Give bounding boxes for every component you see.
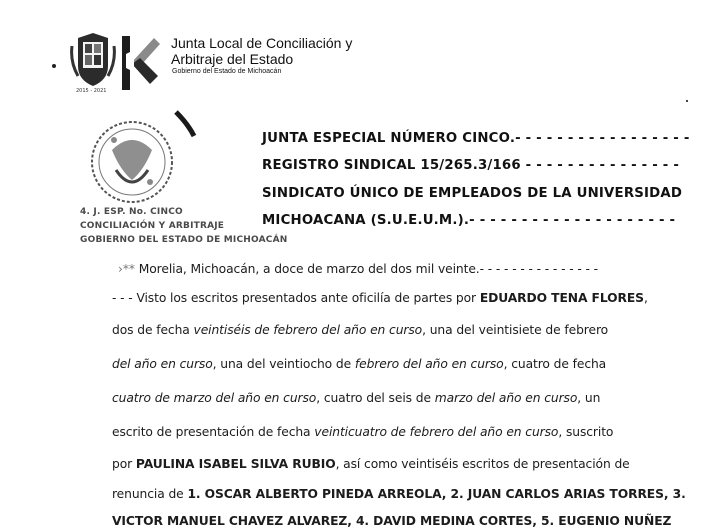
coat-of-arms-icon (70, 32, 116, 92)
seal-line3: GOBIERNO DEL ESTADO DE MICHOACÁN (80, 235, 288, 245)
header-junta: JUNTA ESPECIAL NÚMERO CINCO.- - - - - - - - - - - - - - - - - (262, 131, 690, 146)
junta-logo-icon (120, 32, 162, 94)
org-subtitle: Gobierno del Estado de Michoacán (172, 68, 282, 75)
org-name-line1: Junta Local de Conciliación y (171, 35, 353, 51)
term-years: 2015 - 2021 (76, 88, 107, 94)
body-line-3: dos de fecha veintiséis de febrero del año en curso, una del veintisiete de febrero (112, 323, 609, 337)
body-line-2: - - - Visto los escritos presentados ante oficilía de partes por EDUARDO TENA FLORES, (112, 291, 648, 305)
org-name-line2: Arbitraje del Estado (171, 51, 294, 67)
name-paulina: PAULINA ISABEL SILVA RUBIO (135, 457, 336, 471)
tick-mark (686, 100, 688, 102)
body-line-4: del año en curso, una del veintiocho de febrero del año en curso, cuatro de fecha (112, 357, 607, 371)
bullet-mark (52, 64, 56, 68)
body-line-7: por PAULINA ISABEL SILVA RUBIO, así como veintiséis escritos de presentación de (112, 457, 630, 471)
seal-line1: 4. J. ESP. No. CINCO (80, 207, 183, 217)
header-registro: REGISTRO SINDICAL 15/265.3/166 - - - - - - - - - - - - - - - (262, 158, 680, 173)
name-eduardo: EDUARDO TENA FLORES (479, 291, 644, 305)
seal-text (80, 205, 288, 247)
official-seal-icon (84, 110, 204, 214)
body-line-9: VICTOR MANUEL CHAVEZ ALVAREZ, 4. DAVID MEDINA CORTES, 5. EUGENIO NUÑEZ (112, 514, 672, 528)
body-line-5: cuatro de marzo del año en curso, cuatro del seis de marzo del año en curso, un (112, 391, 601, 405)
body-line-6: escrito de presentación de fecha veinticuatro de febrero del año en curso, suscrito (112, 425, 614, 439)
body-line-8: renuncia de 1. OSCAR ALBERTO PINEDA ARREOLA, 2. JUAN CARLOS ARIAS TORRES, 3. (112, 487, 686, 501)
header-sindicato-cont: MICHOACANA (S.U.E.U.M.).- - - - - - - - - - - - - - - - - - - - (262, 213, 676, 228)
header-sindicato: SINDICATO ÚNICO DE EMPLEADOS DE LA UNIVERSIDAD (262, 186, 683, 201)
seal-line2: CONCILIACIÓN Y ARBITRAJE (80, 221, 225, 231)
body-line-1: ›** Morelia, Michoacán, a doce de marzo del dos mil veinte.- - - - - - - - - - - - - - - (118, 262, 598, 276)
